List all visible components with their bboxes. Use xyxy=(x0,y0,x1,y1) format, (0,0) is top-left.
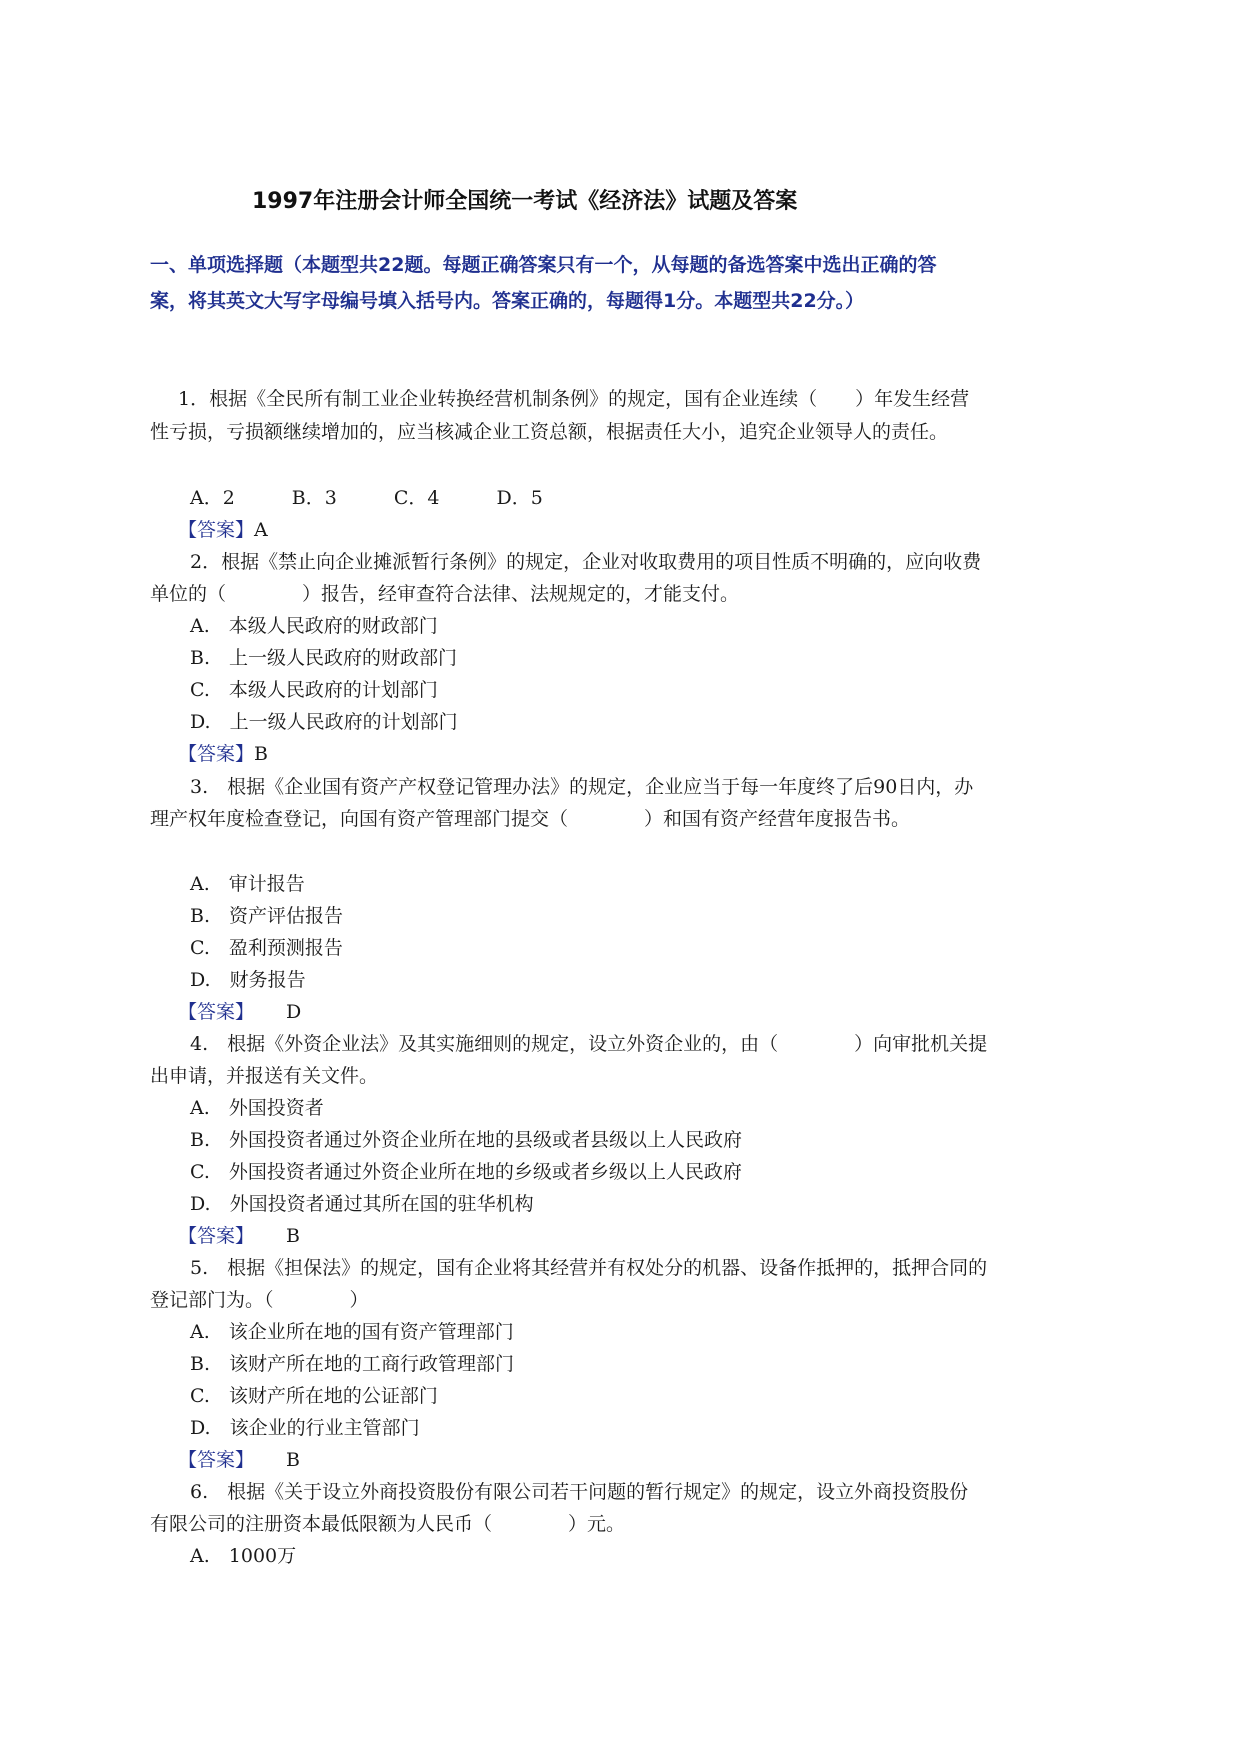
question-1-options: A．2 B．3 C．4 D．5 xyxy=(190,487,543,509)
answer-value: B xyxy=(286,1449,300,1471)
question-2-stem-line-2: 单位的（ ）报告，经审查符合法律、法规规定的，才能支付。 xyxy=(150,583,740,605)
question-4-option-d: D. 外国投资者通过其所在国的驻华机构 xyxy=(190,1193,534,1215)
page-title: 1997年注册会计师全国统一考试《经济法》试题及答案 xyxy=(252,189,798,214)
question-3-stem-line-1: 3. 根据《企业国有资产产权登记管理办法》的规定，企业应当于每一年度终了后90日内，办 xyxy=(190,776,974,798)
answer-value: B xyxy=(254,743,268,765)
question-5-stem-line-2: 登记部门为。（ ） xyxy=(150,1289,369,1311)
question-5-stem-line-1: 5. 根据《担保法》的规定，国有企业将其经营并有权处分的机器、设备作抵押的，抵押合同的 xyxy=(190,1257,988,1279)
question-4-answer xyxy=(178,1221,300,1248)
answer-tag: 【答案】 xyxy=(178,743,255,765)
answer-tag: 【答案】 xyxy=(178,519,255,541)
question-4-option-a: A. 外国投资者 xyxy=(190,1097,324,1119)
question-6-stem-line-1: 6. 根据《关于设立外商投资股份有限公司若干问题的暂行规定》的规定，设立外商投资股份 xyxy=(190,1481,969,1503)
section-heading-line-2: 案，将其英文大写字母编号填入括号内。答案正确的，每题得1分。本题型共22分。） xyxy=(150,290,865,312)
answer-tag: 【答案】 xyxy=(178,1449,255,1471)
question-3-answer xyxy=(178,997,301,1024)
question-6-option-a: A. 1000万 xyxy=(190,1545,297,1567)
question-5-option-a: A. 该企业所在地的国有资产管理部门 xyxy=(190,1321,514,1343)
section-heading-line-1: 一、单项选择题（本题型共22题。每题正确答案只有一个，从每题的备选答案中选出正确的答 xyxy=(150,254,937,276)
question-1-stem-line-1: 1．根据《全民所有制工业企业转换经营机制条例》的规定，国有企业连续（ ）年发生经营 xyxy=(178,388,970,410)
question-2-option-a: A. 本级人民政府的财政部门 xyxy=(190,615,438,637)
question-6-stem-line-2: 有限公司的注册资本最低限额为人民币（ ）元。 xyxy=(150,1513,626,1535)
question-2-stem-line-1: 2．根据《禁止向企业摊派暂行条例》的规定，企业对收取费用的项目性质不明确的，应向收费 xyxy=(190,551,982,573)
question-5-option-d: D. 该企业的行业主管部门 xyxy=(190,1417,420,1439)
question-1-answer xyxy=(178,515,268,542)
answer-tag: 【答案】 xyxy=(178,1225,255,1247)
question-3-stem-line-2: 理产权年度检查登记，向国有资产管理部门提交（ ）和国有资产经营年度报告书。 xyxy=(150,808,911,830)
answer-tag: 【答案】 xyxy=(178,1001,255,1023)
question-2-option-d: D. 上一级人民政府的计划部门 xyxy=(190,711,458,733)
question-3-option-d: D. 财务报告 xyxy=(190,969,306,991)
answer-value: B xyxy=(286,1225,300,1247)
question-2-answer xyxy=(178,739,268,766)
question-5-option-b: B. 该财产所在地的工商行政管理部门 xyxy=(190,1353,515,1375)
question-2-option-c: C. 本级人民政府的计划部门 xyxy=(190,679,438,701)
question-4-option-c: C. 外国投资者通过外资企业所在地的乡级或者乡级以上人民政府 xyxy=(190,1161,742,1183)
question-5-answer xyxy=(178,1445,300,1472)
question-5-option-c: C. 该财产所在地的公证部门 xyxy=(190,1385,438,1407)
question-4-stem-line-2: 出申请，并报送有关文件。 xyxy=(150,1065,379,1087)
question-3-option-c: C. 盈利预测报告 xyxy=(190,937,343,959)
answer-value: A xyxy=(254,519,268,541)
question-4-option-b: B. 外国投资者通过外资企业所在地的县级或者县级以上人民政府 xyxy=(190,1129,743,1151)
question-2-option-b: B. 上一级人民政府的财政部门 xyxy=(190,647,458,669)
question-3-option-b: B. 资产评估报告 xyxy=(190,905,344,927)
answer-value: D xyxy=(286,1001,302,1023)
question-1-stem-line-2: 性亏损，亏损额继续增加的，应当核减企业工资总额，根据责任大小，追究企业领导人的责任。 xyxy=(150,421,949,443)
question-4-stem-line-1: 4. 根据《外资企业法》及其实施细则的规定，设立外资企业的，由（ ）向审批机关提 xyxy=(190,1033,988,1055)
question-3-option-a: A. 审计报告 xyxy=(190,873,305,895)
